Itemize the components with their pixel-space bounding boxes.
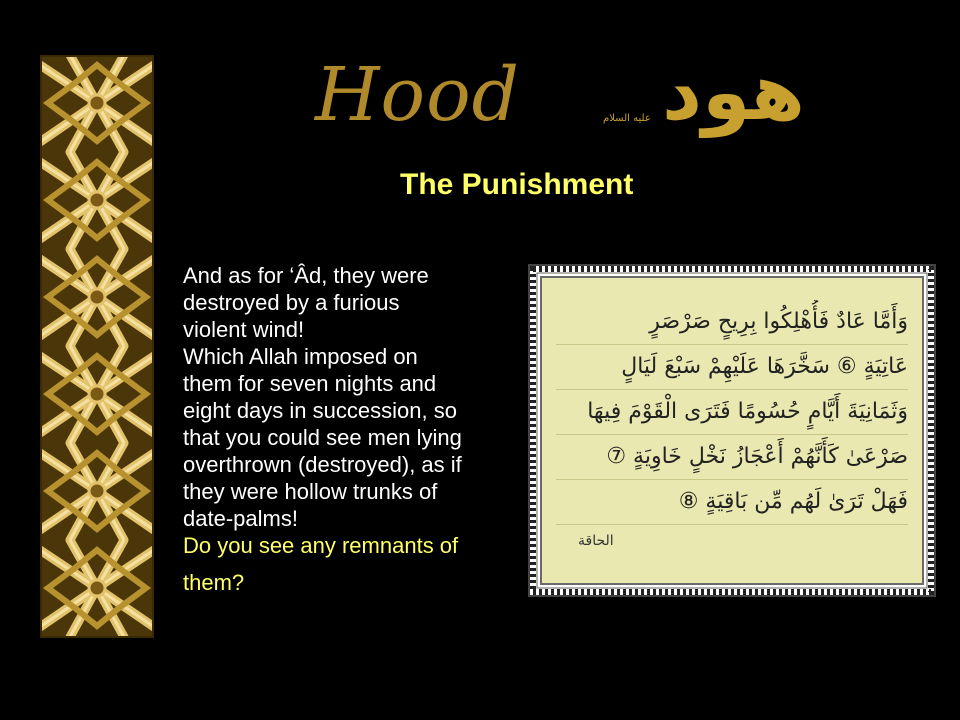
title-arabic: هود [662,48,806,138]
question-line: Do you see any remnants of [183,533,459,558]
body-line: date-palms! [183,506,298,531]
body-line: eight days in succession, so [183,398,457,423]
slide-subtitle: The Punishment [400,168,634,201]
quran-verse-line: فَهَلْ تَرَىٰ لَهُم مِّن بَاقِيَةٍ ⑧ [556,480,908,525]
body-line: violent wind! [183,317,305,342]
quran-page [540,276,924,585]
body-line: Which Allah imposed on [183,344,418,369]
quran-verse-image [528,264,936,597]
body-line: destroyed by a furious [183,290,400,315]
body-line: overthrown (destroyed), as if [183,452,462,477]
body-line: that you could see men lying [183,425,462,450]
quran-verse-line: وَأَمَّا عَادٌ فَأُهْلِكُوا بِرِيحٍ صَرْصَرٍ [556,300,908,345]
body-line: And as for ‘Âd, they were [183,263,429,288]
title-honorific: عليه السلام [603,113,651,124]
decorative-border-strip [40,55,154,638]
body-text [183,262,528,596]
title-english: Hood [315,52,521,138]
question-line: them? [183,570,245,595]
quran-verse-line: صَرْعَىٰ كَأَنَّهُمْ أَعْجَازُ نَخْلٍ خَاوِيَةٍ ⑦ [556,435,908,480]
quran-verse-line: وَثَمَانِيَةَ أَيَّامٍ حُسُومًا فَتَرَى الْقَوْمَ فِيهَا [556,390,908,435]
islamic-pattern-icon [40,55,154,638]
body-line: they were hollow trunks of [183,479,438,504]
body-line: them for seven nights and [183,371,437,396]
quran-verse-line: عَاتِيَةٍ ⑥ سَخَّرَهَا عَلَيْهِمْ سَبْعَ لَيَالٍ [556,345,908,390]
surah-name-label: الحاقة [578,533,614,549]
